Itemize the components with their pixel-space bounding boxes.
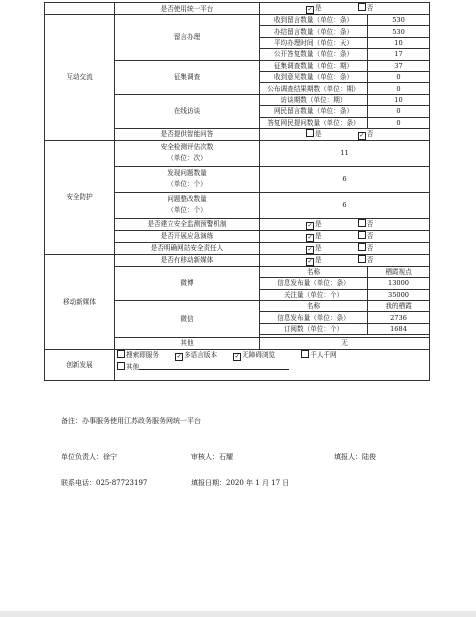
has-media-options: ✓ 是 否 xyxy=(260,254,430,266)
row-value: 0 xyxy=(368,117,430,128)
name-label: 名称 xyxy=(260,266,368,277)
row-label: 公布调查结果期数（单位：期） xyxy=(260,83,368,94)
row-label: 收到意见数量（单位：条） xyxy=(260,71,368,82)
checkbox-icon[interactable] xyxy=(306,129,314,137)
blank-cell xyxy=(45,3,115,15)
phone-label: 联系电话：025-87723197 xyxy=(61,479,148,487)
smart-qa-options: 是 ✓ 否 xyxy=(260,128,430,140)
row-value: 17 xyxy=(368,49,430,60)
category-security: 安全防护 xyxy=(45,140,115,254)
checkbox-icon[interactable] xyxy=(358,3,366,11)
leader-label: 单位负责人：徐宁 xyxy=(61,453,117,461)
security-row-label: 问题整改数量 （单位：个） xyxy=(115,192,260,218)
security-check-label: 是否建立安全监测预警机制 xyxy=(115,218,260,230)
row-value: 37 xyxy=(368,60,430,71)
unified-platform-options: ✓ 是 否 xyxy=(260,3,430,15)
security-check-options: ✓ 是 否 xyxy=(260,218,430,230)
security-row-value: 6 xyxy=(260,192,430,218)
checkbox-checked-icon[interactable]: ✓ xyxy=(307,233,313,241)
innovation-other: 其他 xyxy=(115,362,430,380)
security-check-options: ✓ 是 否 xyxy=(260,230,430,242)
checkbox-icon[interactable] xyxy=(301,350,309,358)
row-label: 收到留言数量（单位：条） xyxy=(260,15,368,26)
filler-label: 填报人：陆俊 xyxy=(334,453,376,461)
checkbox-icon[interactable] xyxy=(117,350,125,358)
wechat-label: 微信 xyxy=(115,301,260,338)
checkbox-checked-icon[interactable]: ✓ xyxy=(307,245,313,253)
row-value: 1684 xyxy=(368,323,430,334)
category-innovation: 创新发展 xyxy=(45,349,115,380)
row-label: 办结留言数量（单位：条） xyxy=(260,26,368,37)
row-value: 35000 xyxy=(368,289,430,300)
interview-label: 在线访谈 xyxy=(115,94,260,128)
security-row-label: 安全检测评估次数 （单位：次） xyxy=(115,140,260,166)
name-value: 栖霞视点 xyxy=(368,266,430,277)
row-value: 2736 xyxy=(368,312,430,323)
name-value: 我的栖霞 xyxy=(368,301,430,312)
name-label: 名称 xyxy=(260,301,368,312)
row-value: 530 xyxy=(368,26,430,37)
row-value: 530 xyxy=(368,15,430,26)
page-bottom-bar xyxy=(0,611,476,617)
row-value: 0 xyxy=(368,106,430,117)
reviewer-label: 审核人：石耀 xyxy=(191,453,233,461)
checkbox-checked-icon[interactable]: ✓ xyxy=(234,353,240,361)
security-row-label: 发现问题数量 （单位：个） xyxy=(115,166,260,192)
statistics-table xyxy=(44,2,430,381)
other-label: 其他 xyxy=(115,338,260,349)
row-label: 信息发布量（单位：条） xyxy=(260,278,368,289)
row-label: 网民留言数量（单位：条） xyxy=(260,106,368,117)
security-check-label: 是否开展应急演练 xyxy=(115,230,260,242)
row-label: 公开答复数量（单位：条） xyxy=(260,49,368,60)
category-interaction: 互动交流 xyxy=(45,15,115,141)
date-label: 填报日期：2020 年 1 月 17 日 xyxy=(191,479,290,487)
security-check-options: ✓ 是 否 xyxy=(260,242,430,254)
other-value: 无 xyxy=(260,338,430,349)
row-value: 0 xyxy=(368,83,430,94)
messages-label: 留言办理 xyxy=(115,15,260,61)
innovation-options: 搜索即服务 ✓ 多语言版本 ✓ 无障碍浏览 千人千网 xyxy=(115,349,430,362)
note-text: 备注：办事服务使用江苏政务服务网统一平台 xyxy=(61,417,201,425)
checkbox-checked-icon[interactable]: ✓ xyxy=(359,131,365,139)
checkbox-icon[interactable] xyxy=(117,362,125,370)
checkbox-checked-icon[interactable]: ✓ xyxy=(307,221,313,229)
checkbox-checked-icon[interactable]: ✓ xyxy=(176,353,182,361)
row-label: 信息发布量（单位：条） xyxy=(260,312,368,323)
smart-qa-label: 是否提供智能问答 xyxy=(115,128,260,140)
checkbox-icon[interactable] xyxy=(358,231,366,239)
checkbox-icon[interactable] xyxy=(358,219,366,227)
row-label: 访谈期数（单位：期） xyxy=(260,94,368,105)
checkbox-checked-icon[interactable]: ✓ xyxy=(307,6,313,13)
row-value: 0 xyxy=(368,71,430,82)
survey-label: 征集调查 xyxy=(115,60,260,94)
row-value: 13000 xyxy=(368,278,430,289)
has-media-label: 是否有移动新媒体 xyxy=(115,254,260,266)
security-check-label: 是否明确网站安全责任人 xyxy=(115,242,260,254)
checkbox-icon[interactable] xyxy=(358,255,366,263)
checkbox-icon[interactable] xyxy=(358,243,366,251)
row-label: 征集调查数量（单位：期） xyxy=(260,60,368,71)
row-label: 答复网民提问数量（单位：条） xyxy=(260,117,368,128)
weibo-label: 微博 xyxy=(115,266,260,300)
row-label: 关注量（单位：个） xyxy=(260,289,368,300)
row-label: 平均办理时间（单位：天） xyxy=(260,37,368,48)
row-label: 订阅数（单位：个） xyxy=(260,323,368,334)
security-row-value: 11 xyxy=(260,140,430,166)
security-row-value: 6 xyxy=(260,166,430,192)
unified-platform-label: 是否使用统一平台 xyxy=(115,3,260,15)
category-mobile: 移动新媒体 xyxy=(45,254,115,349)
checkbox-checked-icon[interactable]: ✓ xyxy=(307,257,313,265)
row-value: 10 xyxy=(368,37,430,48)
row-value: 10 xyxy=(368,94,430,105)
